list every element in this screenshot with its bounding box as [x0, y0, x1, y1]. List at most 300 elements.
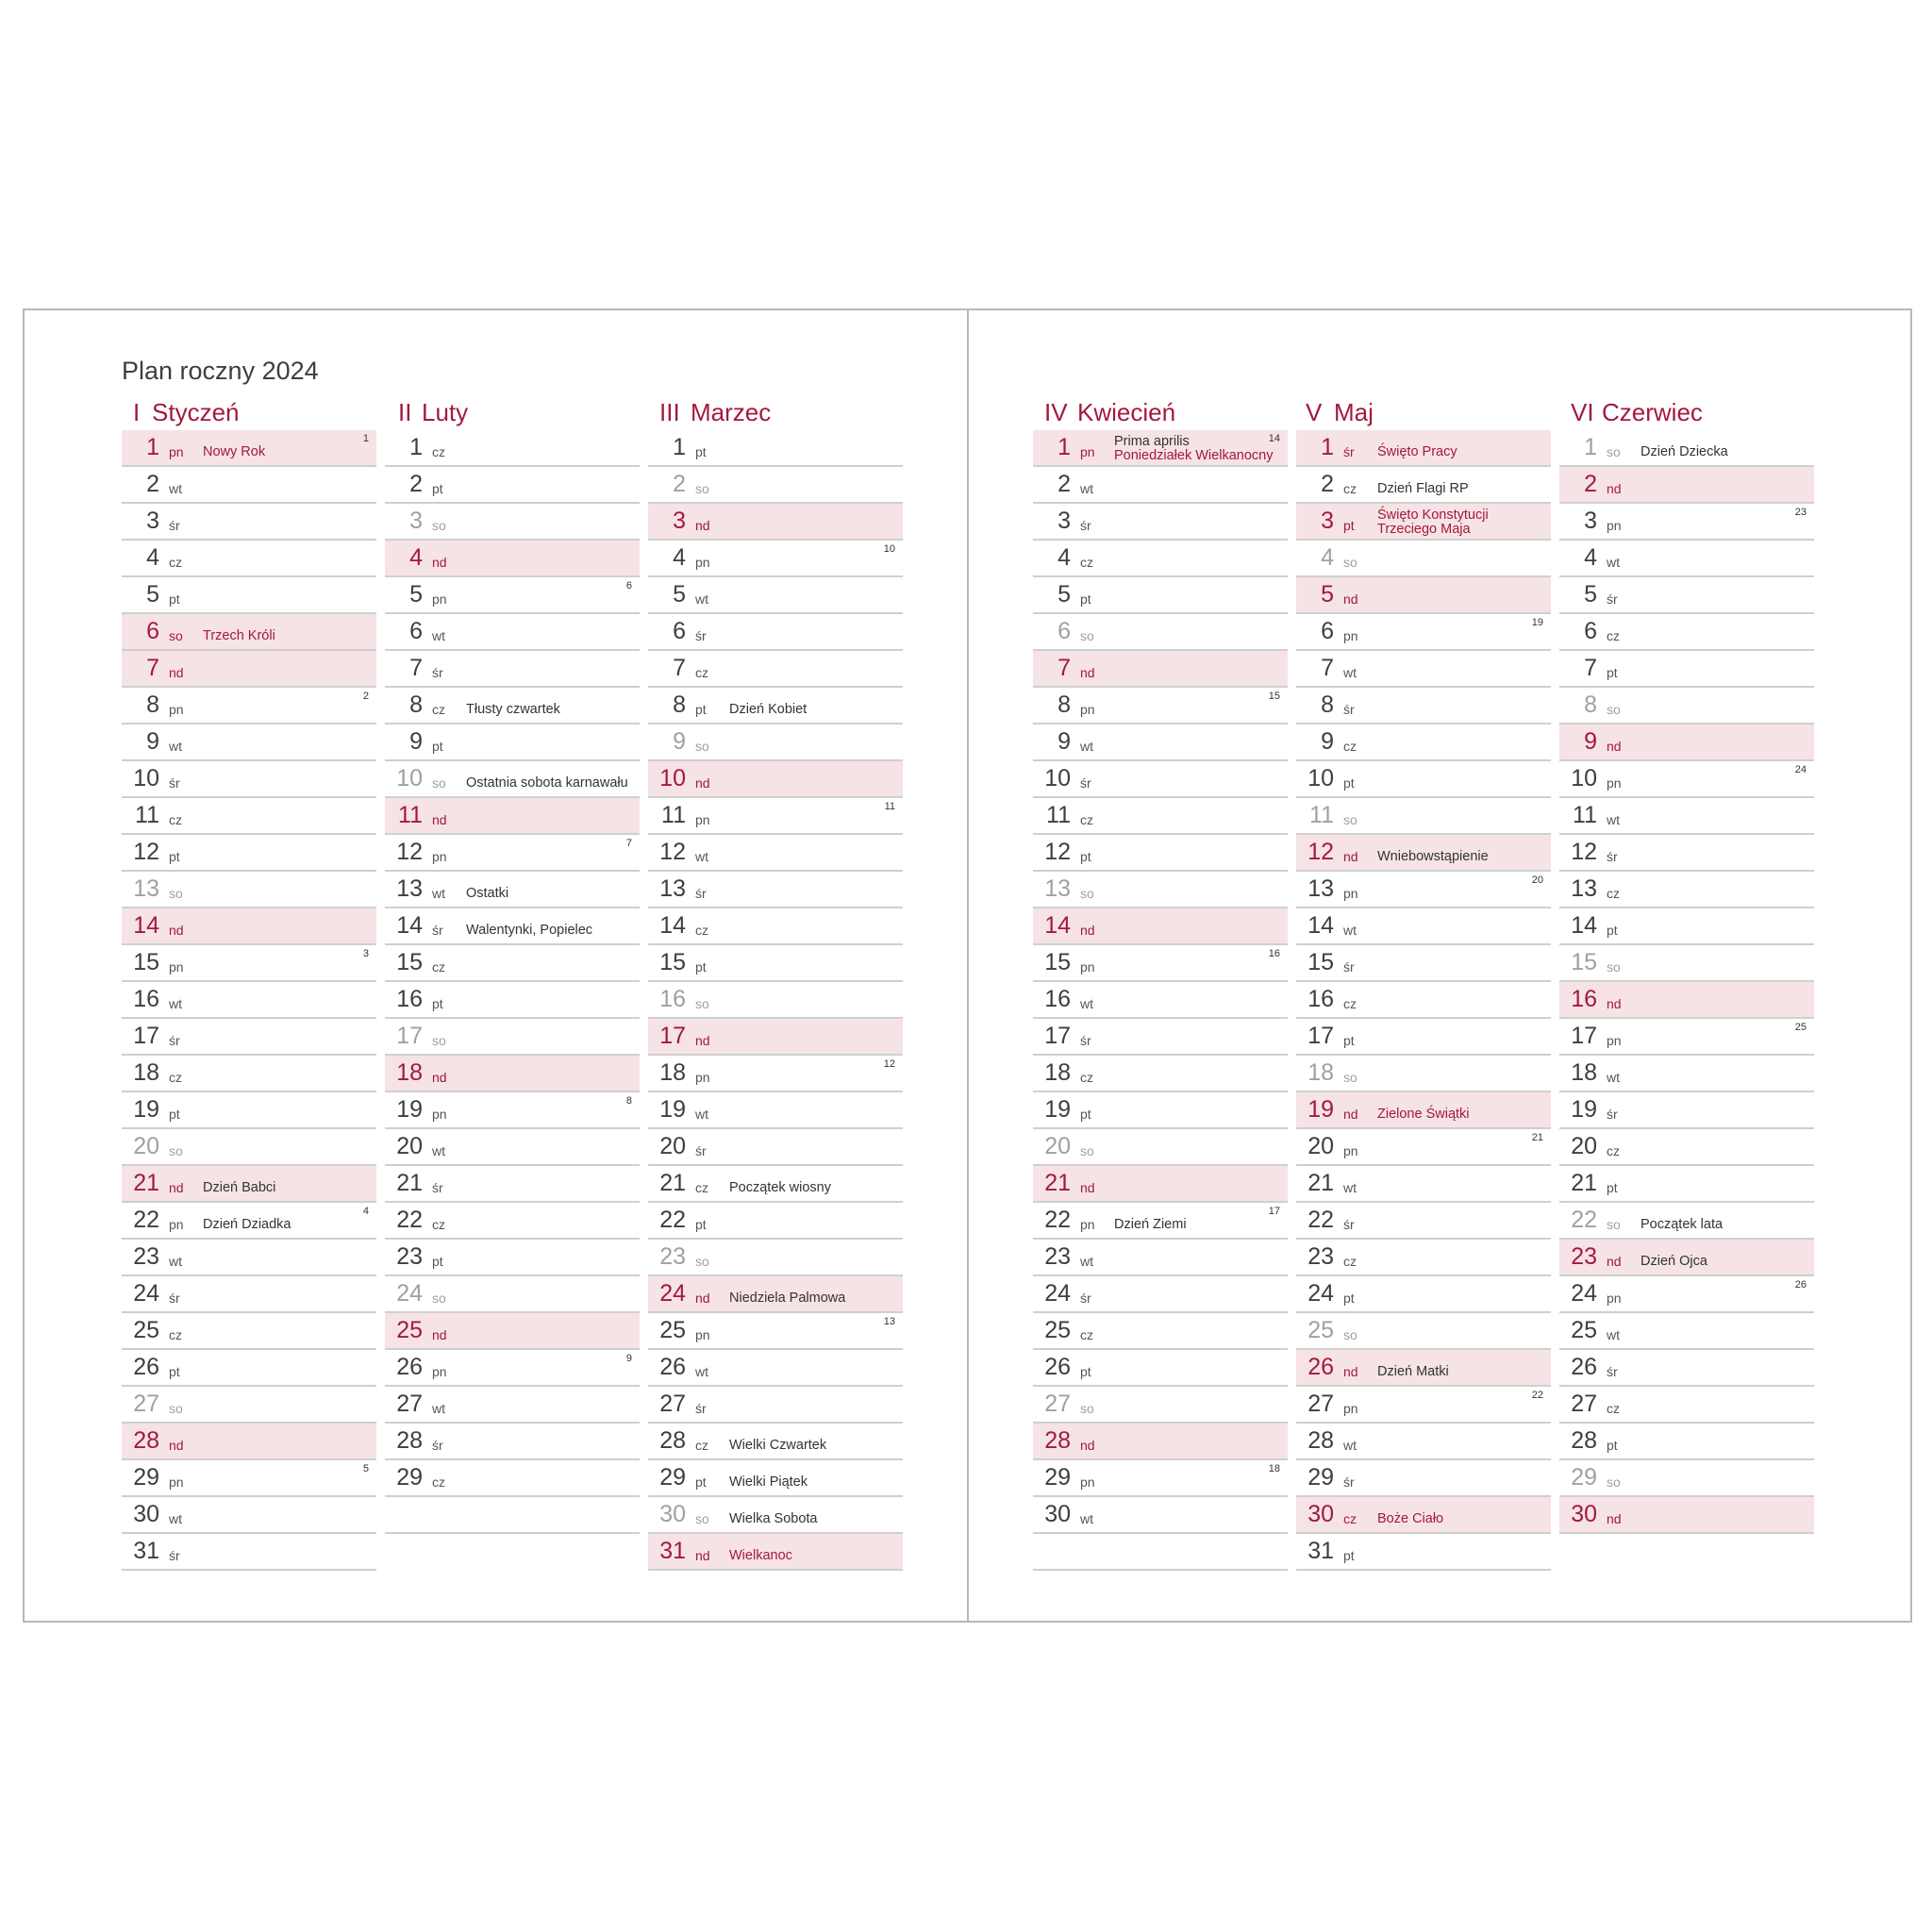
day-row — [648, 1460, 903, 1497]
day-number: 20 — [1571, 1133, 1597, 1159]
day-number: 4 — [1584, 544, 1597, 571]
weekday-label: wt — [1080, 1254, 1093, 1269]
day-row — [1296, 688, 1551, 724]
day-number: 29 — [1571, 1464, 1597, 1491]
weekday-label: so — [695, 481, 709, 496]
day-number: 13 — [1571, 875, 1597, 902]
week-number: 23 — [1794, 507, 1807, 518]
day-number: 18 — [1307, 1059, 1334, 1086]
day-row — [1296, 467, 1551, 504]
day-number: 29 — [1307, 1464, 1334, 1491]
weekday-label: so — [695, 996, 709, 1011]
weekday-label: cz — [432, 444, 445, 459]
month-roman: V — [1306, 398, 1323, 426]
day-note: Ostatki — [466, 886, 509, 901]
weekday-label: cz — [1343, 739, 1357, 754]
day-list — [385, 430, 640, 1534]
month-header — [1559, 394, 1814, 428]
day-number: 5 — [673, 581, 686, 608]
weekday-label: pn — [169, 959, 184, 974]
day-list — [1033, 430, 1288, 1571]
day-number: 19 — [659, 1096, 686, 1123]
day-number: 8 — [673, 691, 686, 718]
weekday-label: nd — [695, 1033, 710, 1048]
day-row — [1296, 1166, 1551, 1203]
day-note: Niedziela Palmowa — [729, 1291, 846, 1306]
day-number: 1 — [1584, 434, 1597, 460]
day-note-line: Święto Konstytucji — [1377, 508, 1489, 523]
weekday-label: pt — [1343, 1548, 1355, 1563]
day-row — [1296, 761, 1551, 798]
day-number: 4 — [1321, 544, 1334, 571]
day-row — [122, 577, 376, 614]
month-header — [385, 394, 640, 428]
weekday-label: so — [1607, 444, 1621, 459]
day-number: 22 — [659, 1207, 686, 1233]
weekday-label: nd — [695, 1548, 710, 1563]
day-row — [1559, 1424, 1814, 1460]
day-number: 17 — [396, 1023, 423, 1049]
day-number: 10 — [133, 765, 159, 791]
weekday-label: śr — [695, 1401, 707, 1416]
day-row — [648, 945, 903, 982]
day-number: 9 — [1058, 728, 1071, 755]
day-row — [1296, 1092, 1551, 1129]
weekday-label: nd — [695, 775, 710, 791]
day-number: 12 — [396, 839, 423, 865]
weekday-label: wt — [695, 591, 708, 607]
week-number: 10 — [883, 543, 895, 555]
day-number: 10 — [396, 765, 423, 791]
day-number: 27 — [133, 1391, 159, 1417]
weekday-label: nd — [1343, 1364, 1358, 1379]
day-note: Dzień Dziadka — [203, 1217, 291, 1232]
day-number: 13 — [396, 875, 423, 902]
weekday-label: pt — [169, 591, 180, 607]
day-row — [1559, 908, 1814, 945]
day-number: 1 — [673, 434, 686, 460]
day-number: 14 — [1307, 912, 1334, 939]
weekday-label: pt — [1343, 1033, 1355, 1048]
day-row — [648, 577, 903, 614]
day-row — [122, 1166, 376, 1203]
day-row — [122, 1019, 376, 1056]
day-number: 4 — [409, 544, 423, 571]
weekday-label: śr — [695, 1143, 707, 1158]
week-number: 1 — [362, 433, 369, 444]
day-row — [1033, 1424, 1288, 1460]
day-number: 5 — [146, 581, 159, 608]
day-number: 14 — [133, 912, 159, 939]
day-number: 7 — [1584, 655, 1597, 681]
day-number: 27 — [1044, 1391, 1071, 1417]
day-number: 3 — [1058, 508, 1071, 534]
day-number: 15 — [396, 949, 423, 975]
day-row — [122, 504, 376, 541]
weekday-label: cz — [169, 1070, 182, 1085]
day-number: 18 — [1571, 1059, 1597, 1086]
day-row — [1296, 724, 1551, 761]
day-row — [385, 1276, 640, 1313]
day-number: 10 — [1044, 765, 1071, 791]
week-number: 14 — [1268, 433, 1280, 444]
day-number: 5 — [1321, 581, 1334, 608]
day-number: 20 — [1307, 1133, 1334, 1159]
month-name: Maj — [1334, 398, 1374, 426]
day-row — [648, 614, 903, 651]
day-row — [648, 1350, 903, 1387]
weekday-label: pt — [695, 444, 707, 459]
weekday-label: so — [695, 1254, 709, 1269]
day-row — [1033, 1019, 1288, 1056]
day-row — [122, 467, 376, 504]
month-roman: III — [659, 398, 680, 426]
day-number: 11 — [135, 802, 159, 828]
day-row — [1559, 798, 1814, 835]
weekday-label: so — [1080, 1401, 1094, 1416]
weekday-label: śr — [1607, 1107, 1618, 1122]
day-number: 26 — [133, 1354, 159, 1380]
weekday-label: śr — [169, 1033, 180, 1048]
day-number: 22 — [396, 1207, 423, 1233]
day-number: 16 — [1044, 986, 1071, 1012]
day-number: 25 — [1307, 1317, 1334, 1343]
weekday-label: so — [1080, 886, 1094, 901]
weekday-label: cz — [432, 1474, 445, 1490]
weekday-label: pt — [432, 996, 443, 1011]
day-row — [1296, 1424, 1551, 1460]
day-row — [1559, 872, 1814, 908]
day-row — [648, 798, 903, 835]
weekday-label: pn — [1607, 775, 1622, 791]
day-row — [648, 835, 903, 872]
weekday-label: wt — [1080, 1511, 1093, 1526]
day-row — [122, 908, 376, 945]
day-number: 4 — [1058, 544, 1071, 571]
day-note: Ostatnia sobota karnawału — [466, 775, 628, 791]
day-row — [122, 1092, 376, 1129]
day-row — [122, 1497, 376, 1534]
weekday-label: pn — [695, 812, 710, 827]
weekday-label: wt — [1607, 1327, 1620, 1342]
day-number: 18 — [396, 1059, 423, 1086]
day-number: 24 — [396, 1280, 423, 1307]
weekday-label: nd — [1607, 739, 1622, 754]
weekday-label: wt — [432, 628, 445, 643]
day-row — [1033, 1497, 1288, 1534]
day-note: Początek wiosny — [729, 1180, 831, 1195]
weekday-label: pt — [1080, 591, 1091, 607]
weekday-label: pn — [169, 1217, 184, 1232]
weekday-label: pn — [1080, 444, 1095, 459]
day-row — [1033, 1129, 1288, 1166]
day-row — [385, 577, 640, 614]
weekday-label: pt — [695, 1474, 707, 1490]
weekday-label: nd — [1080, 1438, 1095, 1453]
weekday-label: śr — [432, 665, 443, 680]
day-number: 6 — [409, 618, 423, 644]
weekday-label: pt — [1080, 1364, 1091, 1379]
day-number: 17 — [1307, 1023, 1334, 1049]
day-number: 11 — [1309, 802, 1334, 828]
weekday-label: śr — [432, 1180, 443, 1195]
day-row — [1559, 688, 1814, 724]
day-number: 23 — [1571, 1243, 1597, 1270]
month-name: Luty — [422, 398, 469, 426]
month-name: Marzec — [691, 398, 772, 426]
day-row — [1559, 835, 1814, 872]
week-number: 3 — [362, 948, 369, 959]
week-number: 21 — [1531, 1132, 1543, 1143]
day-row — [1033, 504, 1288, 541]
day-row — [1296, 1350, 1551, 1387]
weekday-label: nd — [432, 1070, 447, 1085]
day-row — [1033, 1276, 1288, 1313]
day-note: Dzień Kobiet — [729, 702, 808, 717]
day-row — [1033, 1534, 1288, 1571]
weekday-label: cz — [432, 702, 445, 717]
weekday-label: śr — [169, 1291, 180, 1306]
day-number: 24 — [1307, 1280, 1334, 1307]
day-row — [648, 688, 903, 724]
day-number: 26 — [659, 1354, 686, 1380]
day-number: 23 — [396, 1243, 423, 1270]
weekday-label: wt — [1607, 812, 1620, 827]
day-note: Dzień Matki — [1377, 1364, 1449, 1379]
day-row — [1033, 908, 1288, 945]
weekday-label: pn — [1343, 628, 1358, 643]
weekday-label: so — [695, 1511, 709, 1526]
weekday-label: pn — [1607, 1033, 1622, 1048]
day-row — [648, 1424, 903, 1460]
day-number: 15 — [1044, 949, 1071, 975]
day-number: 11 — [661, 802, 686, 828]
weekday-label: pt — [169, 849, 180, 864]
weekday-label: cz — [1607, 1143, 1620, 1158]
weekday-label: pn — [1343, 886, 1358, 901]
weekday-label: śr — [1080, 775, 1091, 791]
day-number: 26 — [1307, 1354, 1334, 1380]
weekday-label: wt — [1080, 481, 1093, 496]
day-number: 17 — [1571, 1023, 1597, 1049]
weekday-label: cz — [1343, 1511, 1357, 1526]
day-row — [1033, 1460, 1288, 1497]
day-number: 2 — [1058, 471, 1071, 497]
day-row — [385, 467, 640, 504]
day-row — [385, 1056, 640, 1092]
day-note-line: Prima aprilis — [1114, 434, 1190, 449]
day-row — [1559, 1092, 1814, 1129]
day-number: 27 — [1307, 1391, 1334, 1417]
day-row — [1033, 1387, 1288, 1424]
day-number: 18 — [659, 1059, 686, 1086]
weekday-label: śr — [1343, 1474, 1355, 1490]
month-roman: IV — [1044, 398, 1068, 426]
day-row — [385, 982, 640, 1019]
day-number: 7 — [146, 655, 159, 681]
day-row — [1296, 1019, 1551, 1056]
day-row — [648, 1166, 903, 1203]
day-row — [1033, 761, 1288, 798]
day-number: 20 — [133, 1133, 159, 1159]
day-number: 14 — [396, 912, 423, 939]
day-row — [1559, 504, 1814, 541]
day-row — [1033, 577, 1288, 614]
weekday-label: wt — [432, 886, 445, 901]
weekday-label: wt — [1080, 996, 1093, 1011]
day-number: 29 — [1044, 1464, 1071, 1491]
weekday-label: śr — [169, 518, 180, 533]
weekday-label: so — [432, 775, 446, 791]
day-number: 15 — [1571, 949, 1597, 975]
weekday-label: so — [1080, 1143, 1094, 1158]
day-number: 26 — [1044, 1354, 1071, 1380]
weekday-label: wt — [169, 739, 182, 754]
weekday-label: śr — [1607, 1364, 1618, 1379]
day-number: 22 — [1571, 1207, 1597, 1233]
day-row — [1296, 577, 1551, 614]
day-row — [385, 1313, 640, 1350]
day-row — [1033, 1240, 1288, 1276]
day-row — [122, 1424, 376, 1460]
day-list — [648, 430, 903, 1571]
weekday-label: cz — [432, 1217, 445, 1232]
day-row — [122, 1313, 376, 1350]
week-number: 8 — [625, 1095, 632, 1107]
day-number: 3 — [1584, 508, 1597, 534]
day-note: Trzech Króli — [203, 628, 275, 643]
weekday-label: nd — [1607, 481, 1622, 496]
weekday-label: nd — [1080, 1180, 1095, 1195]
day-number: 7 — [1058, 655, 1071, 681]
weekday-label: śr — [1343, 702, 1355, 717]
day-number: 14 — [1571, 912, 1597, 939]
week-number: 24 — [1794, 764, 1807, 775]
day-row — [1559, 1056, 1814, 1092]
day-row — [1296, 798, 1551, 835]
day-number: 3 — [673, 508, 686, 534]
day-row — [1296, 614, 1551, 651]
day-row — [1296, 908, 1551, 945]
weekday-label: pt — [1607, 1438, 1618, 1453]
day-row — [122, 945, 376, 982]
week-number: 20 — [1531, 874, 1543, 886]
weekday-label: pn — [1607, 1291, 1622, 1306]
weekday-label: pn — [695, 1070, 710, 1085]
day-row — [385, 688, 640, 724]
day-note-line: Trzeciego Maja — [1377, 522, 1471, 537]
day-number: 15 — [659, 949, 686, 975]
day-number: 20 — [659, 1133, 686, 1159]
weekday-label: wt — [169, 996, 182, 1011]
weekday-label: cz — [1607, 1401, 1620, 1416]
day-number: 16 — [1307, 986, 1334, 1012]
weekday-label: nd — [1343, 1107, 1358, 1122]
day-number: 29 — [659, 1464, 686, 1491]
day-list — [122, 430, 376, 1571]
weekday-label: wt — [695, 1107, 708, 1122]
day-row — [1559, 1387, 1814, 1424]
weekday-label: pt — [1607, 923, 1618, 938]
day-row — [648, 430, 903, 467]
weekday-label: pn — [695, 555, 710, 570]
day-number: 2 — [1584, 471, 1597, 497]
day-row — [1296, 1460, 1551, 1497]
day-row — [1559, 541, 1814, 577]
weekday-label: pt — [1343, 518, 1355, 533]
day-row — [385, 1350, 640, 1387]
weekday-label: śr — [1343, 959, 1355, 974]
week-number: 7 — [625, 838, 632, 849]
weekday-label: cz — [695, 1180, 708, 1195]
day-number: 8 — [409, 691, 423, 718]
day-row — [1033, 651, 1288, 688]
weekday-label: so — [1607, 959, 1621, 974]
day-note-line: Poniedziałek Wielkanocny — [1114, 448, 1274, 463]
day-number: 19 — [133, 1096, 159, 1123]
day-row — [122, 1240, 376, 1276]
day-row — [1296, 835, 1551, 872]
day-row — [122, 1203, 376, 1240]
day-row — [122, 1129, 376, 1166]
day-number: 17 — [133, 1023, 159, 1049]
day-number: 22 — [133, 1207, 159, 1233]
day-row — [1296, 1276, 1551, 1313]
weekday-label: pt — [169, 1364, 180, 1379]
day-number: 7 — [673, 655, 686, 681]
day-number: 11 — [1573, 802, 1597, 828]
day-row — [385, 1240, 640, 1276]
day-row — [1296, 1313, 1551, 1350]
day-row — [385, 1203, 640, 1240]
weekday-label: cz — [695, 665, 708, 680]
day-row — [1033, 467, 1288, 504]
weekday-label: cz — [169, 1327, 182, 1342]
day-number: 1 — [146, 434, 159, 460]
day-number: 24 — [659, 1280, 686, 1307]
day-number: 14 — [659, 912, 686, 939]
weekday-label: cz — [432, 959, 445, 974]
weekday-label: so — [169, 628, 183, 643]
day-number: 24 — [1571, 1280, 1597, 1307]
day-row — [385, 1019, 640, 1056]
weekday-label: cz — [1343, 996, 1357, 1011]
day-number: 9 — [673, 728, 686, 755]
day-row — [1559, 1203, 1814, 1240]
weekday-label: nd — [169, 1180, 184, 1195]
day-number: 30 — [133, 1501, 159, 1527]
day-row — [648, 1019, 903, 1056]
weekday-label: pn — [1080, 1474, 1095, 1490]
day-number: 27 — [1571, 1391, 1597, 1417]
day-note: Wielka Sobota — [729, 1511, 818, 1526]
day-row — [385, 1166, 640, 1203]
day-number: 6 — [1058, 618, 1071, 644]
day-row — [648, 1497, 903, 1534]
day-number: 26 — [396, 1354, 423, 1380]
day-row — [122, 1534, 376, 1571]
week-number: 12 — [883, 1058, 895, 1070]
day-row — [1296, 1056, 1551, 1092]
weekday-label: cz — [695, 923, 708, 938]
day-number: 18 — [133, 1059, 159, 1086]
day-number: 13 — [1307, 875, 1334, 902]
day-note: Wniebowstąpienie — [1377, 849, 1489, 864]
day-note: Dzień Ojca — [1641, 1254, 1707, 1269]
day-note — [1114, 435, 1273, 463]
day-row — [385, 504, 640, 541]
day-number: 25 — [133, 1317, 159, 1343]
